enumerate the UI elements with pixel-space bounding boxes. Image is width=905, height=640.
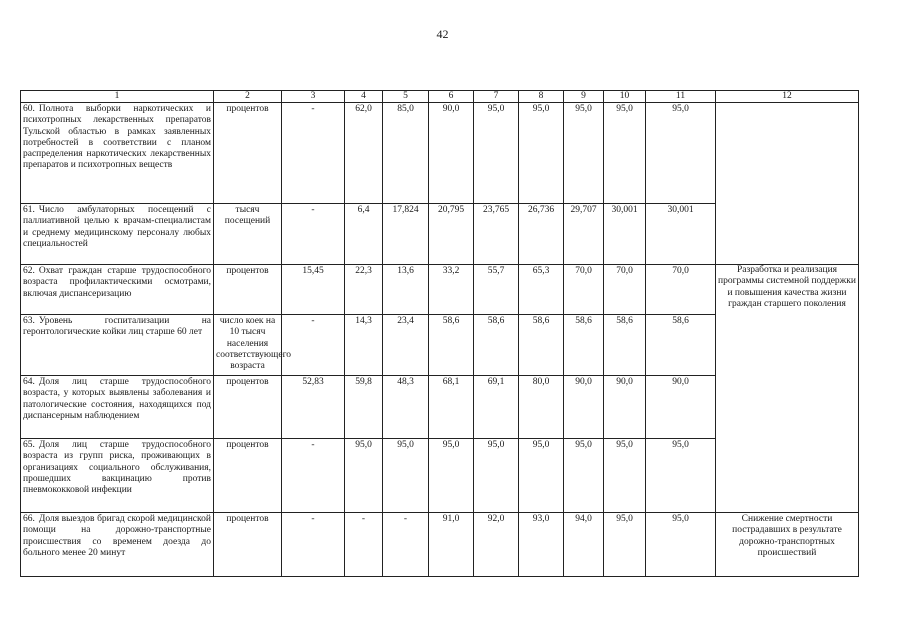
value-cell: 69,1 — [474, 376, 519, 439]
value-cell: 95,0 — [646, 513, 716, 577]
indicator-name: Охват граждан старше трудоспособного возраста профилактическими осмотрами, включая диспансеризацию — [23, 266, 211, 299]
table-row — [21, 265, 859, 315]
value-cell: 48,3 — [383, 376, 429, 439]
row-number: 63. — [23, 316, 35, 326]
indicator-name-cell — [21, 265, 214, 315]
value-cell: 15,45 — [282, 265, 345, 315]
unit-cell: процентов — [214, 439, 282, 513]
value-cell: 70,0 — [564, 265, 604, 315]
value-cell: 33,2 — [429, 265, 474, 315]
value-cell: 95,0 — [345, 439, 383, 513]
indicator-name-cell — [21, 376, 214, 439]
table-row — [21, 513, 859, 577]
unit-cell: процентов — [214, 265, 282, 315]
unit-cell: процентов — [214, 513, 282, 577]
indicator-name-cell — [21, 103, 214, 204]
value-cell: 22,3 — [345, 265, 383, 315]
result-cell-empty — [716, 103, 859, 265]
value-cell: 94,0 — [564, 513, 604, 577]
value-cell: 70,0 — [646, 265, 716, 315]
value-cell: - — [383, 513, 429, 577]
value-cell: - — [345, 513, 383, 577]
value-cell: 95,0 — [646, 439, 716, 513]
value-cell: 23,4 — [383, 315, 429, 376]
unit-cell: число коек на 10 тысяч населения соответствующего возраста — [214, 315, 282, 376]
value-cell: 26,736 — [519, 204, 564, 265]
unit-cell: процентов — [214, 376, 282, 439]
value-cell: 95,0 — [646, 103, 716, 204]
value-cell: 90,0 — [604, 376, 646, 439]
row-number: 61. — [23, 205, 35, 215]
column-header: 12 — [716, 91, 859, 103]
value-cell: 95,0 — [519, 103, 564, 204]
value-cell: 91,0 — [429, 513, 474, 577]
page-number: 42 — [436, 27, 449, 41]
value-cell: - — [282, 513, 345, 577]
column-header: 4 — [345, 91, 383, 103]
value-cell: - — [282, 204, 345, 265]
value-cell: 95,0 — [604, 439, 646, 513]
indicators-table — [20, 90, 859, 577]
value-cell: - — [282, 439, 345, 513]
column-header: 8 — [519, 91, 564, 103]
result-cell — [716, 265, 859, 513]
value-cell: 58,6 — [519, 315, 564, 376]
value-cell: 17,824 — [383, 204, 429, 265]
indicator-name: Доля выездов бригад скорой медицинской помощи на дорожно-транспортные происшествия со временем доезда до больного менее 20 минут — [23, 514, 211, 558]
value-cell: 93,0 — [519, 513, 564, 577]
value-cell: 95,0 — [429, 439, 474, 513]
value-cell: 58,6 — [646, 315, 716, 376]
value-cell: 52,83 — [282, 376, 345, 439]
value-cell: - — [282, 103, 345, 204]
value-cell: 58,6 — [604, 315, 646, 376]
value-cell: 95,0 — [564, 103, 604, 204]
value-cell: 92,0 — [474, 513, 519, 577]
indicator-name-cell — [21, 439, 214, 513]
row-number: 62. — [23, 266, 35, 276]
indicator-name: Доля лиц старше трудоспособного возраста из групп риска, проживающих в организациях социального обслуживания, прошедших вакцинацию против пневмококковой инфекции — [23, 440, 211, 496]
indicator-name-cell — [21, 513, 214, 577]
value-cell: 58,6 — [564, 315, 604, 376]
value-cell: 95,0 — [383, 439, 429, 513]
column-header: 1 — [21, 91, 214, 103]
indicator-name-cell — [21, 204, 214, 265]
value-cell: 85,0 — [383, 103, 429, 204]
value-cell: 58,6 — [429, 315, 474, 376]
column-header: 5 — [383, 91, 429, 103]
value-cell: 80,0 — [519, 376, 564, 439]
unit-cell: тысяч посещений — [214, 204, 282, 265]
value-cell: 30,001 — [604, 204, 646, 265]
column-header: 11 — [646, 91, 716, 103]
column-header: 7 — [474, 91, 519, 103]
row-number: 66. — [23, 514, 35, 524]
value-cell: 65,3 — [519, 265, 564, 315]
value-cell: 90,0 — [646, 376, 716, 439]
value-cell: 23,765 — [474, 204, 519, 265]
indicator-name: Число амбулаторных посещений с паллиативной целью к врачам-специалистам и среднему медицинскому персоналу любых специальностей — [23, 205, 211, 249]
value-cell: 95,0 — [519, 439, 564, 513]
value-cell: 14,3 — [345, 315, 383, 376]
indicator-name-cell — [21, 315, 214, 376]
column-header: 3 — [282, 91, 345, 103]
column-header: 9 — [564, 91, 604, 103]
value-cell: 20,795 — [429, 204, 474, 265]
indicator-name: Уровень госпитализации на геронтологические койки лиц старше 60 лет — [23, 316, 211, 338]
value-cell: 95,0 — [604, 103, 646, 204]
row-number: 60. — [23, 104, 35, 114]
indicator-name: Полнота выборки наркотических и психотропных лекарственных препаратов Тульской областью в рамках заявленных потребностей в соответствии с планом распределения наркотических лекарственных препаратов и психотропных веществ — [23, 104, 211, 171]
result-cell: Снижение смертности пострадавших в результате дорожно-транспортных происшествий — [716, 513, 859, 577]
value-cell: 68,1 — [429, 376, 474, 439]
value-cell: 95,0 — [564, 439, 604, 513]
value-cell: 62,0 — [345, 103, 383, 204]
value-cell: 90,0 — [564, 376, 604, 439]
indicator-name: Доля лиц старше трудоспособного возраста, у которых выявлены заболевания и патологические состояния, находящихся под диспансерным наблюдением — [23, 377, 211, 421]
value-cell: 58,6 — [474, 315, 519, 376]
value-cell: 29,707 — [564, 204, 604, 265]
value-cell: 95,0 — [474, 103, 519, 204]
value-cell: 70,0 — [604, 265, 646, 315]
column-header: 6 — [429, 91, 474, 103]
value-cell: 59,8 — [345, 376, 383, 439]
row-number: 64. — [23, 377, 35, 387]
value-cell: 13,6 — [383, 265, 429, 315]
value-cell: 30,001 — [646, 204, 716, 265]
header-row — [21, 91, 859, 103]
unit-cell: процентов — [214, 103, 282, 204]
column-header: 2 — [214, 91, 282, 103]
value-cell: 95,0 — [604, 513, 646, 577]
row-number: 65. — [23, 440, 35, 450]
table-row — [21, 103, 859, 204]
column-header: 10 — [604, 91, 646, 103]
value-cell: 90,0 — [429, 103, 474, 204]
value-cell: 95,0 — [474, 439, 519, 513]
value-cell: 55,7 — [474, 265, 519, 315]
value-cell: - — [282, 315, 345, 376]
value-cell: 6,4 — [345, 204, 383, 265]
result-text: Разработка и реализация программы системной поддержки и повышения качества жизни граждан старшего поколения — [718, 265, 856, 309]
